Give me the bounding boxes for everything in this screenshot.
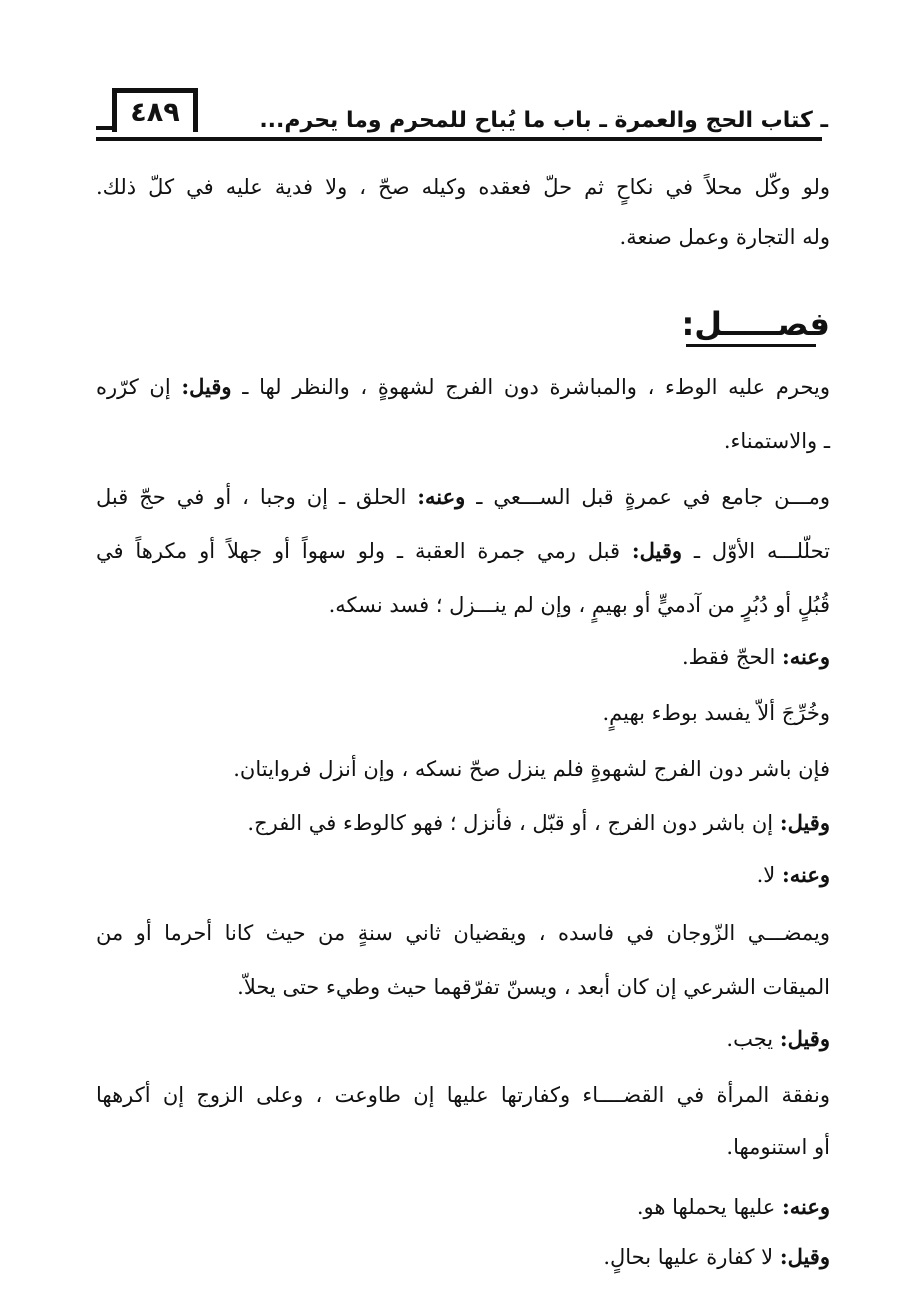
text-line: وقيل: لا كفارة عليها بحالٍ.	[603, 1244, 830, 1269]
section-heading: فصـــــل:	[681, 305, 830, 343]
text-line: وعنه: عليها يحملها هو.	[636, 1194, 830, 1219]
text-line: ولو وكّل محلاً في نكاحٍ ثم حلّ فعقده وكيله صحّ ، ولا فدية عليه في كلّ ذلك.	[96, 175, 830, 199]
keyword: وقيل:	[631, 538, 683, 563]
text-line: وعنه: لا.	[756, 862, 830, 887]
text-line: قُبُلٍ أو دُبُرٍ من آدميٍّ أو بهيمٍ ، وإن لم ينـــزل ؛ فسد نسكه.	[328, 593, 830, 617]
keyword: وعنه:	[417, 484, 466, 509]
header-dash	[96, 126, 114, 130]
page-number	[112, 88, 198, 132]
text-line: ويحرم عليه الوطء ، والمباشرة دون الفرج لشهوةٍ ، والنظر لها ـ وقيل: إن كرّره	[96, 374, 830, 399]
text-line: وخُرِّجَ ألاّ يفسد بوطء بهيمٍ.	[602, 701, 830, 725]
text-line: الميقات الشرعي إن كان أبعد ، ويسنّ تفرّقهما حيث وطيء حتى يحلاّ.	[237, 975, 830, 999]
text-line: ونفقة المرأة في القضــــاء وكفارتها عليها إن طاوعت ، وعلى الزوج إن أكرهها	[96, 1083, 830, 1107]
keyword: وقيل:	[779, 1026, 830, 1051]
keyword: وعنه:	[781, 644, 830, 669]
keyword: وقيل:	[779, 810, 830, 835]
page-number-text: ٤٨٩	[130, 97, 180, 128]
text-line: تحلّلـــه الأوّل ـ وقيل: قبل رمي جمرة العقبة ـ ولو سهواً أو جهلاً أو مكرهاً في	[96, 538, 830, 563]
text-line: ـ والاستمناء.	[723, 429, 830, 453]
section-heading-rule	[686, 344, 816, 347]
text-line: وله التجارة وعمل صنعة.	[619, 225, 830, 249]
text-line: فإن باشر دون الفرج لشهوةٍ فلم ينزل صحّ نسكه ، وإن أنزل فروايتان.	[233, 757, 830, 781]
keyword: وعنه:	[781, 1194, 830, 1219]
text-line: وقيل: إن باشر دون الفرج ، أو قبّل ، فأنزل ؛ فهو كالوطء في الفرج.	[247, 810, 830, 835]
text-line: ويمضـــي الزّوجان في فاسده ، ويقضيان ثاني سنةٍ من حيث كانا أحرما أو من	[96, 921, 830, 945]
running-header-title: ـ كتاب الحج والعمرة ـ باب ما يُباح للمحرم وما يحرم...	[259, 108, 828, 133]
keyword: وقيل:	[779, 1244, 830, 1269]
text-line: ومـــن جامع في عمرةٍ قبل الســـعي ـ وعنه: الحلق ـ إن وجبا ، أو في حجّ قبل	[96, 484, 830, 509]
keyword: وعنه:	[781, 862, 830, 887]
keyword: وقيل:	[181, 374, 232, 399]
text-line: وعنه: الحجّ فقط.	[681, 644, 830, 669]
text-line: أو استنومها.	[726, 1135, 830, 1159]
text-line: وقيل: يجب.	[726, 1026, 830, 1051]
header-rule	[96, 137, 822, 141]
